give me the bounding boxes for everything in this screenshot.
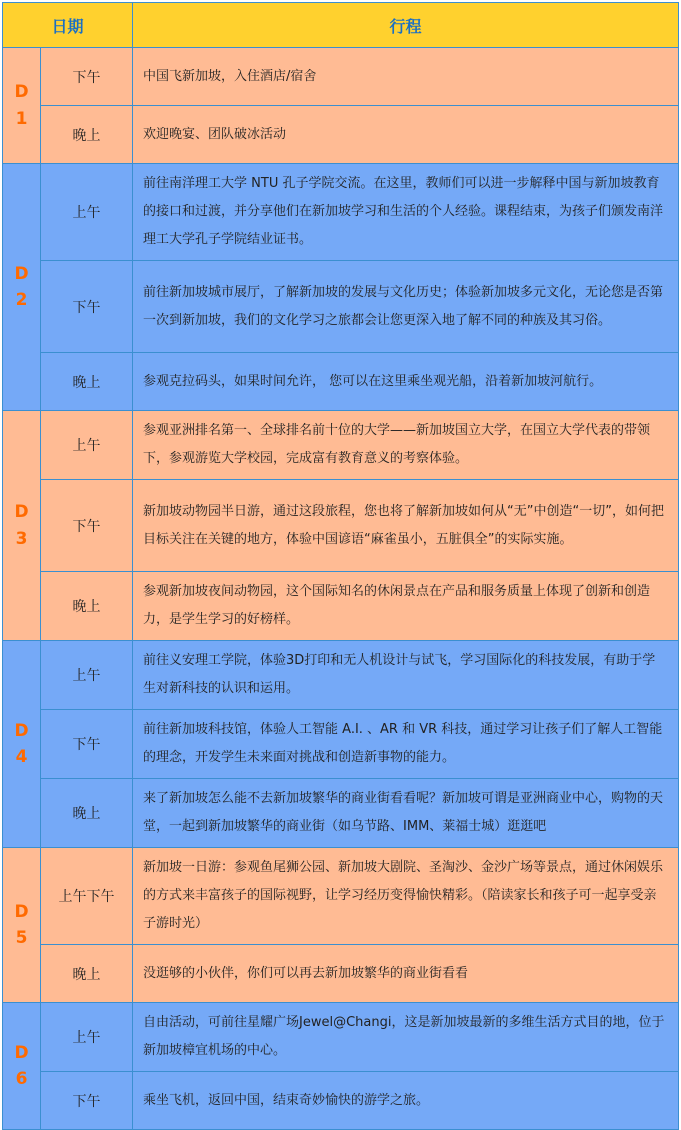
itinerary-row: [3, 572, 679, 641]
activity-description: 新加坡动物园半日游，通过这段旅程，您也将了解新加坡如何从“无”中创造“一切”，如何把目标关注在关键的地方，体验中国谚语“麻雀虽小，五脏俱全”的实际实施。: [133, 480, 679, 572]
itinerary-table: [2, 2, 679, 1130]
time-period: 上午: [41, 1003, 133, 1072]
day-number: 2: [15, 290, 28, 310]
schedule-column-header: 行程: [133, 3, 679, 48]
time-period: 晚上: [41, 572, 133, 641]
itinerary-row: [3, 779, 679, 848]
activity-description: 参观克拉码头，如果时间允许， 您可以在这里乘坐观光船，沿着新加坡河航行。: [133, 353, 679, 411]
itinerary-row: [3, 641, 679, 710]
day-number: 6: [15, 1069, 28, 1089]
activity-description: 欢迎晚宴、团队破冰活动: [133, 106, 679, 164]
itinerary-row: [3, 261, 679, 353]
day-label: [3, 848, 41, 1003]
time-period: 晚上: [41, 779, 133, 848]
day-label: [3, 411, 41, 641]
time-period: 下午: [41, 261, 133, 353]
day-letter: D: [14, 502, 29, 523]
itinerary-row: [3, 1003, 679, 1072]
activity-description: 自由活动，可前往星耀广场Jewel@Changi，这是新加坡最新的多维生活方式目的地，位于新加坡樟宜机场的中心。: [133, 1003, 679, 1072]
time-period: 下午: [41, 1072, 133, 1130]
itinerary-row: [3, 710, 679, 779]
activity-description: 乘坐飞机，返回中国，结束奇妙愉快的游学之旅。: [133, 1072, 679, 1130]
time-period: 晚上: [41, 106, 133, 164]
time-period: 上午: [41, 164, 133, 261]
itinerary-row: [3, 411, 679, 480]
activity-description: 来了新加坡怎么能不去新加坡繁华的商业街看看呢？新加坡可谓是亚洲商业中心，购物的天堂，一起到新加坡繁华的商业街（如乌节路、IMM、莱福士城）逛逛吧: [133, 779, 679, 848]
day-number: 3: [15, 528, 28, 549]
activity-description: 前往南洋理工大学 NTU 孔子学院交流。在这里，教师们可以进一步解释中国与新加坡教育的接口和过渡，并分享他们在新加坡学习和生活的个人经验。课程结束，为孩子们颁发南洋理工大学孔子学院结业证书。: [133, 164, 679, 261]
activity-description: 新加坡一日游：参观鱼尾狮公园、新加坡大剧院、圣淘沙、金沙广场等景点，通过休闲娱乐的方式来丰富孩子的国际视野，让学习经历变得愉快精彩。（陪读家长和孩子可一起享受亲子游时光）: [133, 848, 679, 945]
day-number: 1: [15, 108, 28, 129]
itinerary-body: [3, 48, 679, 1130]
itinerary-row: [3, 848, 679, 945]
itinerary-row: [3, 945, 679, 1003]
time-period: 晚上: [41, 353, 133, 411]
day-label: [3, 1003, 41, 1130]
activity-description: 前往新加坡科技馆，体验人工智能 A.I. 、AR 和 VR 科技，通过学习让孩子们了解人工智能的理念，开发学生未来面对挑战和创造新事物的能力。: [133, 710, 679, 779]
activity-description: 参观亚洲排名第一、全球排名前十位的大学——新加坡国立大学，在国立大学代表的带领下，参观游览大学校园，完成富有教育意义的考察体验。: [133, 411, 679, 480]
itinerary-row: [3, 106, 679, 164]
time-period: 上午: [41, 641, 133, 710]
activity-description: 中国飞新加坡，入住酒店/宿舍: [133, 48, 679, 106]
itinerary-row: [3, 164, 679, 261]
activity-description: 前往义安理工学院，体验3D打印和无人机设计与试飞，学习国际化的科技发展，有助于学生对新科技的认识和运用。: [133, 641, 679, 710]
time-period: 晚上: [41, 945, 133, 1003]
activity-description: 参观新加坡夜间动物园，这个国际知名的休闲景点在产品和服务质量上体现了创新和创造力，是学生学习的好榜样。: [133, 572, 679, 641]
day-label: [3, 48, 41, 164]
itinerary-row: [3, 480, 679, 572]
time-period: 下午: [41, 48, 133, 106]
time-period: 上午下午: [41, 848, 133, 945]
day-label: [3, 164, 41, 411]
activity-description: 前往新加坡城市展厅，了解新加坡的发展与文化历史；体验新加坡多元文化，无论您是否第一次到新加坡，我们的文化学习之旅都会让您更深入地了解不同的种族及其习俗。: [133, 261, 679, 353]
day-label: [3, 641, 41, 848]
day-number: 5: [15, 928, 28, 948]
itinerary-row: [3, 353, 679, 411]
day-number: 4: [15, 747, 28, 767]
activity-description: 没逛够的小伙伴，你们可以再去新加坡繁华的商业街看看: [133, 945, 679, 1003]
time-period: 下午: [41, 480, 133, 572]
day-letter: D: [14, 1042, 29, 1063]
itinerary-row: [3, 48, 679, 106]
day-letter: D: [14, 263, 29, 284]
day-letter: D: [14, 901, 29, 922]
date-column-header: 日期: [3, 3, 133, 48]
day-letter: D: [14, 720, 29, 741]
header-row: [3, 3, 679, 48]
time-period: 上午: [41, 411, 133, 480]
time-period: 下午: [41, 710, 133, 779]
itinerary-row: [3, 1072, 679, 1130]
day-letter: D: [14, 82, 29, 103]
